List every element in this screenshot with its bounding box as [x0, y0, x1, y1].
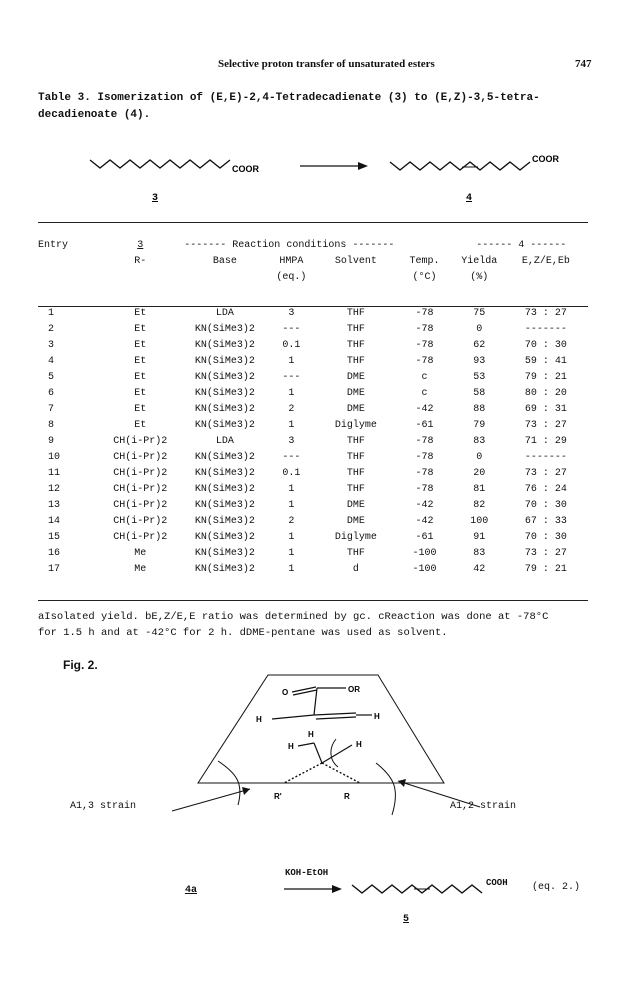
cell-ratio: 76 : 24	[524, 484, 567, 495]
cell-hmpa: 1	[288, 564, 295, 575]
table-bottom-rule	[38, 600, 588, 601]
cell-yield: 0	[476, 324, 483, 335]
cell-base: KN(SiMe3)2	[194, 324, 255, 335]
cell-ratio: 79 : 21	[524, 372, 567, 383]
cell-hmpa: ---	[282, 452, 301, 463]
cell-hmpa: 1	[288, 500, 295, 511]
cell-entry: 13	[48, 500, 61, 511]
cell-r: Me	[134, 564, 147, 575]
cell-base: KN(SiMe3)2	[194, 564, 255, 575]
table-footnotes	[38, 609, 598, 641]
table-caption	[38, 90, 598, 124]
header-base: Base	[212, 256, 237, 267]
cell-r: Et	[134, 388, 147, 399]
cell-solvent: DME	[346, 372, 365, 383]
header-yield-sub: (%)	[470, 272, 489, 283]
strain-arrowhead-left	[242, 787, 250, 795]
wedge-left	[284, 763, 322, 783]
cell-base: KN(SiMe3)2	[194, 388, 255, 399]
cell-r: Et	[134, 356, 147, 367]
table-row	[38, 418, 588, 434]
cell-ratio: 70 : 30	[524, 340, 567, 351]
cell-entry: 1	[48, 308, 55, 319]
header-entry: Entry	[38, 240, 69, 251]
cell-hmpa: 1	[288, 388, 295, 399]
cell-ratio: 71 : 29	[524, 436, 567, 447]
cell-yield: 75	[473, 308, 486, 319]
cell-yield: 79	[473, 420, 486, 431]
cell-temp: -78	[415, 356, 434, 367]
cell-hmpa: 1	[288, 548, 295, 559]
cell-r: Me	[134, 548, 147, 559]
cell-temp: -61	[415, 532, 434, 543]
cell-hmpa: 0.1	[282, 340, 301, 351]
cell-ratio: 73 : 27	[524, 468, 567, 479]
table-row	[38, 530, 588, 546]
cell-solvent: THF	[346, 340, 365, 351]
cell-hmpa: ---	[282, 324, 301, 335]
cell-temp: -78	[415, 436, 434, 447]
cell-entry: 12	[48, 484, 61, 495]
cell-solvent: d	[352, 564, 359, 575]
strain-right-label: A1,2 strain	[450, 801, 517, 812]
cell-temp: -42	[415, 516, 434, 527]
cell-base: KN(SiMe3)2	[194, 500, 255, 511]
table-row	[38, 322, 588, 338]
cell-solvent: THF	[346, 356, 365, 367]
atom-o: O	[282, 688, 289, 697]
cell-solvent: THF	[346, 324, 365, 335]
cell-solvent: DME	[346, 500, 365, 511]
strain-left-label: A1,3 strain	[70, 801, 137, 812]
eq-reagent: KOH-EtOH	[285, 868, 329, 878]
orbital-arc	[331, 739, 338, 767]
header-yield: Yielda	[461, 256, 498, 267]
cell-base: LDA	[215, 308, 234, 319]
ch-bond	[314, 743, 322, 763]
cell-entry: 15	[48, 532, 61, 543]
carbonyl-bond	[314, 688, 317, 715]
cell-temp: -100	[412, 548, 437, 559]
atom-h-top: H	[308, 730, 314, 739]
eq-label: (eq. 2.)	[532, 882, 581, 893]
product-group: COOR	[532, 154, 559, 164]
strain-arrow-left	[172, 789, 250, 811]
cell-yield: 81	[473, 484, 486, 495]
cell-ratio: 70 : 30	[524, 532, 567, 543]
cell-ratio: 73 : 27	[524, 420, 567, 431]
cell-temp: -78	[415, 468, 434, 479]
header-col4: ------ 4 ------	[476, 240, 567, 251]
cell-base: KN(SiMe3)2	[194, 404, 255, 415]
reactant-chain	[90, 160, 230, 168]
table-row	[38, 498, 588, 514]
cell-hmpa: 1	[288, 420, 295, 431]
cell-solvent: THF	[346, 468, 365, 479]
cell-ratio: 67 : 33	[524, 516, 567, 527]
table-row	[38, 434, 588, 450]
plane-outline	[198, 675, 444, 783]
cell-r: CH(i-Pr)2	[113, 500, 168, 511]
eq-arrowhead	[332, 885, 342, 893]
cell-entry: 3	[48, 340, 55, 351]
cell-solvent: DME	[346, 516, 365, 527]
scheme-arrowhead	[358, 162, 368, 170]
cell-r: CH(i-Pr)2	[113, 436, 168, 447]
cell-hmpa: 1	[288, 356, 295, 367]
cell-r: Et	[134, 404, 147, 415]
cell-base: KN(SiMe3)2	[194, 516, 255, 527]
cell-yield: 82	[473, 500, 486, 511]
cell-base: KN(SiMe3)2	[194, 452, 255, 463]
cell-solvent: THF	[346, 548, 365, 559]
cell-temp: -78	[415, 484, 434, 495]
table-row	[38, 338, 588, 354]
cell-temp: -78	[415, 308, 434, 319]
table-row	[38, 450, 588, 466]
table-row	[38, 562, 588, 578]
header-row-2	[38, 254, 588, 270]
cell-solvent: THF	[346, 308, 365, 319]
cell-entry: 2	[48, 324, 55, 335]
cell-base: KN(SiMe3)2	[194, 420, 255, 431]
reactant-group: COOR	[232, 164, 259, 174]
cell-entry: 8	[48, 420, 55, 431]
cell-yield: 58	[473, 388, 486, 399]
cell-hmpa: 2	[288, 516, 295, 527]
cell-entry: 7	[48, 404, 55, 415]
product-chain	[390, 162, 530, 170]
cell-yield: 0	[476, 452, 483, 463]
cell-r: CH(i-Pr)2	[113, 452, 168, 463]
cell-r: Et	[134, 324, 147, 335]
cell-r: CH(i-Pr)2	[113, 484, 168, 495]
cell-entry: 9	[48, 436, 55, 447]
cell-ratio: 73 : 27	[524, 308, 567, 319]
atom-or: OR	[348, 685, 360, 694]
atom-h-right: H	[374, 712, 380, 721]
cell-entry: 11	[48, 468, 61, 479]
cell-base: KN(SiMe3)2	[194, 356, 255, 367]
cell-r: Et	[134, 308, 147, 319]
alkene-bond-2	[316, 717, 356, 719]
cell-r: CH(i-Pr)2	[113, 532, 168, 543]
cell-entry: 16	[48, 548, 61, 559]
cell-ratio: -------	[524, 452, 567, 463]
cell-hmpa: 3	[288, 436, 295, 447]
cell-yield: 83	[473, 548, 486, 559]
atom-r: R	[344, 792, 350, 801]
cell-yield: 83	[473, 436, 486, 447]
header-solvent: Solvent	[334, 256, 377, 267]
cell-temp: -42	[415, 404, 434, 415]
header-hmpa-sub: (eq.)	[276, 272, 307, 283]
table-row	[38, 466, 588, 482]
h-bond-left	[272, 715, 314, 719]
cell-yield: 20	[473, 468, 486, 479]
reactant-label: 3	[152, 193, 159, 204]
product-label: 4	[466, 193, 473, 204]
cell-ratio: 79 : 21	[524, 564, 567, 575]
atom-h-left: H	[256, 715, 262, 724]
cell-base: KN(SiMe3)2	[194, 484, 255, 495]
cell-r: Et	[134, 372, 147, 383]
table-row	[38, 402, 588, 418]
header-row-3	[38, 270, 588, 286]
cell-r: Et	[134, 340, 147, 351]
footnote-line-1: aIsolated yield. bE,Z/E,E ratio was determined by gc. cReaction was done at -78°C	[38, 611, 549, 623]
cell-solvent: Diglyme	[334, 532, 377, 543]
cell-yield: 93	[473, 356, 486, 367]
atom-h-mid-left: H	[288, 742, 294, 751]
cell-entry: 5	[48, 372, 55, 383]
cell-hmpa: 1	[288, 532, 295, 543]
page-number: 747	[575, 58, 592, 70]
table-row	[38, 546, 588, 562]
cell-base: KN(SiMe3)2	[194, 548, 255, 559]
cell-temp: -78	[415, 452, 434, 463]
cell-ratio: 73 : 27	[524, 548, 567, 559]
figure-label: Fig. 2.	[63, 658, 98, 672]
cell-hmpa: 3	[288, 308, 295, 319]
cell-hmpa: ---	[282, 372, 301, 383]
header-row-1	[38, 238, 588, 254]
strain-arc-right	[376, 763, 395, 815]
table-top-rule	[38, 222, 588, 223]
footnote-line-2: for 1.5 h and at -42°C for 2 h. dDME-pentane was used as solvent.	[38, 627, 448, 639]
cell-yield: 88	[473, 404, 486, 415]
h-mid-bond	[298, 743, 314, 746]
cell-entry: 10	[48, 452, 61, 463]
atom-r-prime: R'	[274, 792, 282, 801]
cell-base: KN(SiMe3)2	[194, 532, 255, 543]
atom-h-mid-right: H	[356, 740, 362, 749]
cell-temp: c	[421, 372, 428, 383]
cell-temp: -100	[412, 564, 437, 575]
cell-entry: 6	[48, 388, 55, 399]
table-row	[38, 370, 588, 386]
cell-yield: 42	[473, 564, 486, 575]
header-hmpa: HMPA	[279, 256, 304, 267]
cell-ratio: 69 : 31	[524, 404, 567, 415]
wedge-right	[322, 763, 360, 783]
cell-entry: 17	[48, 564, 61, 575]
cell-hmpa: 2	[288, 404, 295, 415]
table-row	[38, 306, 588, 322]
cell-r: CH(i-Pr)2	[113, 468, 168, 479]
cell-solvent: THF	[346, 452, 365, 463]
eq-start: 4a	[185, 885, 198, 896]
header-ratio: E,Z/E,Eb	[521, 256, 570, 267]
cell-yield: 62	[473, 340, 486, 351]
cell-base: LDA	[215, 436, 234, 447]
header-temp: Temp.	[409, 256, 440, 267]
cell-r: CH(i-Pr)2	[113, 516, 168, 527]
cell-ratio: 70 : 30	[524, 500, 567, 511]
cell-solvent: Diglyme	[334, 420, 377, 431]
figure-2-diagram	[60, 665, 570, 840]
cell-solvent: THF	[346, 436, 365, 447]
cell-ratio: 59 : 41	[524, 356, 567, 367]
cell-temp: -61	[415, 420, 434, 431]
cell-solvent: DME	[346, 404, 365, 415]
header-temp-sub: (°C)	[412, 272, 437, 283]
alkene-bond	[314, 713, 356, 715]
table-row	[38, 386, 588, 402]
header-col3: 3	[137, 240, 144, 251]
cell-entry: 14	[48, 516, 61, 527]
running-title: Selective proton transfer of unsaturated esters	[218, 58, 435, 70]
cell-temp: c	[421, 388, 428, 399]
eq-product-group: COOH	[486, 878, 508, 888]
cell-base: KN(SiMe3)2	[194, 468, 255, 479]
cell-yield: 53	[473, 372, 486, 383]
table-row	[38, 354, 588, 370]
reaction-scheme	[80, 140, 570, 210]
cell-ratio: -------	[524, 324, 567, 335]
header-conditions: ------- Reaction conditions -------	[184, 240, 395, 251]
cell-entry: 4	[48, 356, 55, 367]
c-c-bond	[322, 745, 352, 763]
isomerization-table	[38, 238, 588, 578]
caption-line-1: Table 3. Isomerization of (E,E)-2,4-Tetradecadienate (3) to (E,Z)-3,5-tetra-	[38, 92, 540, 104]
cell-ratio: 80 : 20	[524, 388, 567, 399]
caption-line-2: decadienoate (4).	[38, 109, 151, 121]
cell-yield: 100	[470, 516, 489, 527]
cell-base: KN(SiMe3)2	[194, 340, 255, 351]
cell-solvent: DME	[346, 388, 365, 399]
cell-temp: -78	[415, 324, 434, 335]
cell-temp: -78	[415, 340, 434, 351]
cell-yield: 91	[473, 532, 486, 543]
cell-solvent: THF	[346, 484, 365, 495]
table-row	[38, 514, 588, 530]
eq-product-label: 5	[403, 914, 410, 925]
cell-hmpa: 0.1	[282, 468, 301, 479]
header-col3-sub: R-	[134, 256, 147, 267]
cell-hmpa: 1	[288, 484, 295, 495]
table-row	[38, 482, 588, 498]
cell-temp: -42	[415, 500, 434, 511]
cell-r: Et	[134, 420, 147, 431]
cell-base: KN(SiMe3)2	[194, 372, 255, 383]
